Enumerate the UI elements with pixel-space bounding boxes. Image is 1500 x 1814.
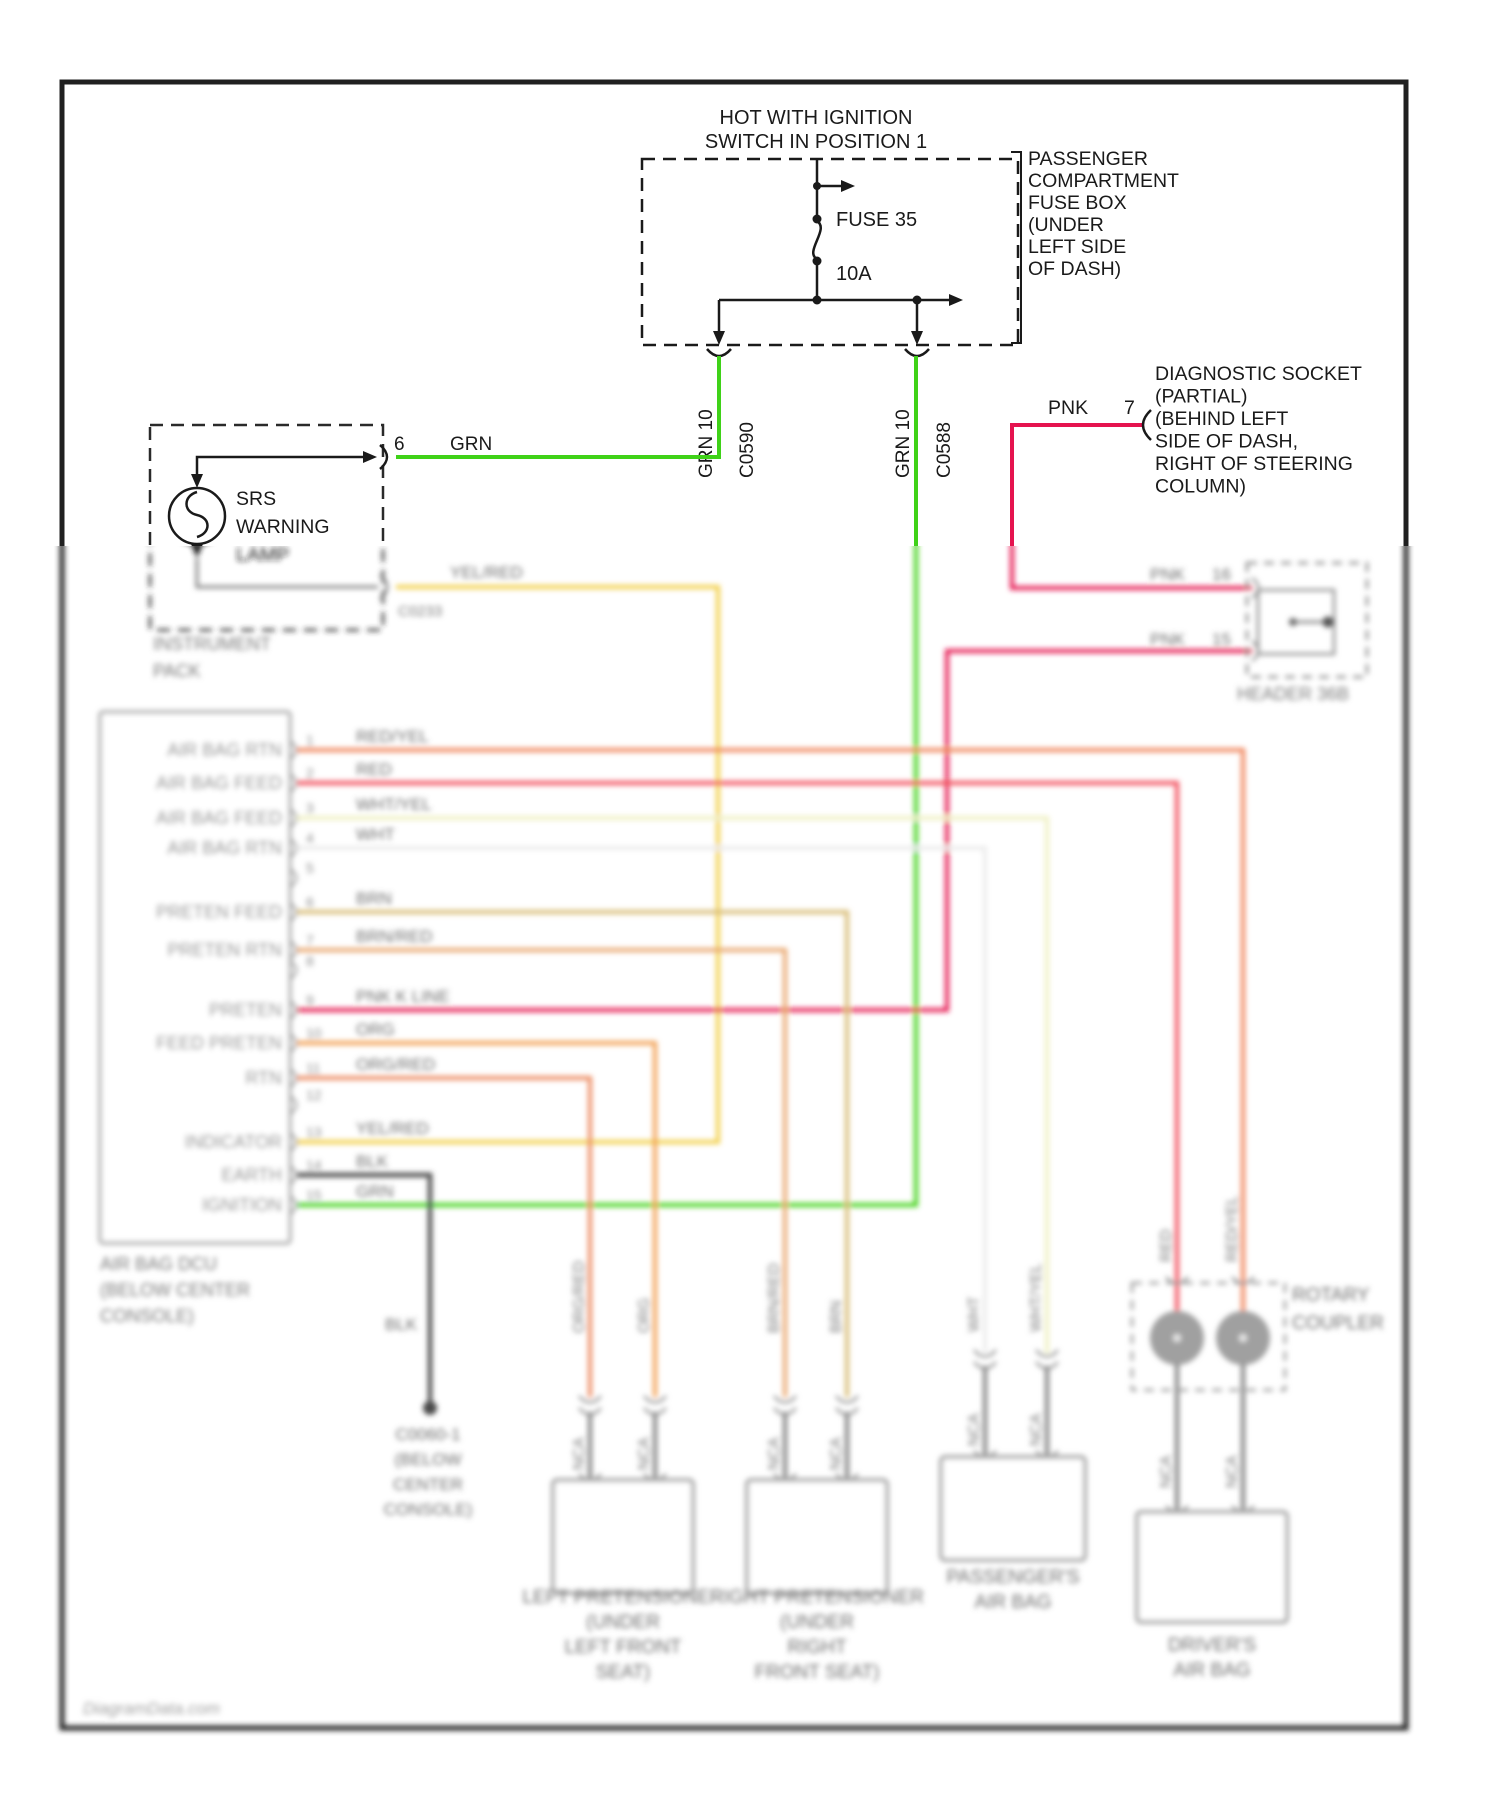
diagram-blur-layer <box>62 82 1406 1728</box>
